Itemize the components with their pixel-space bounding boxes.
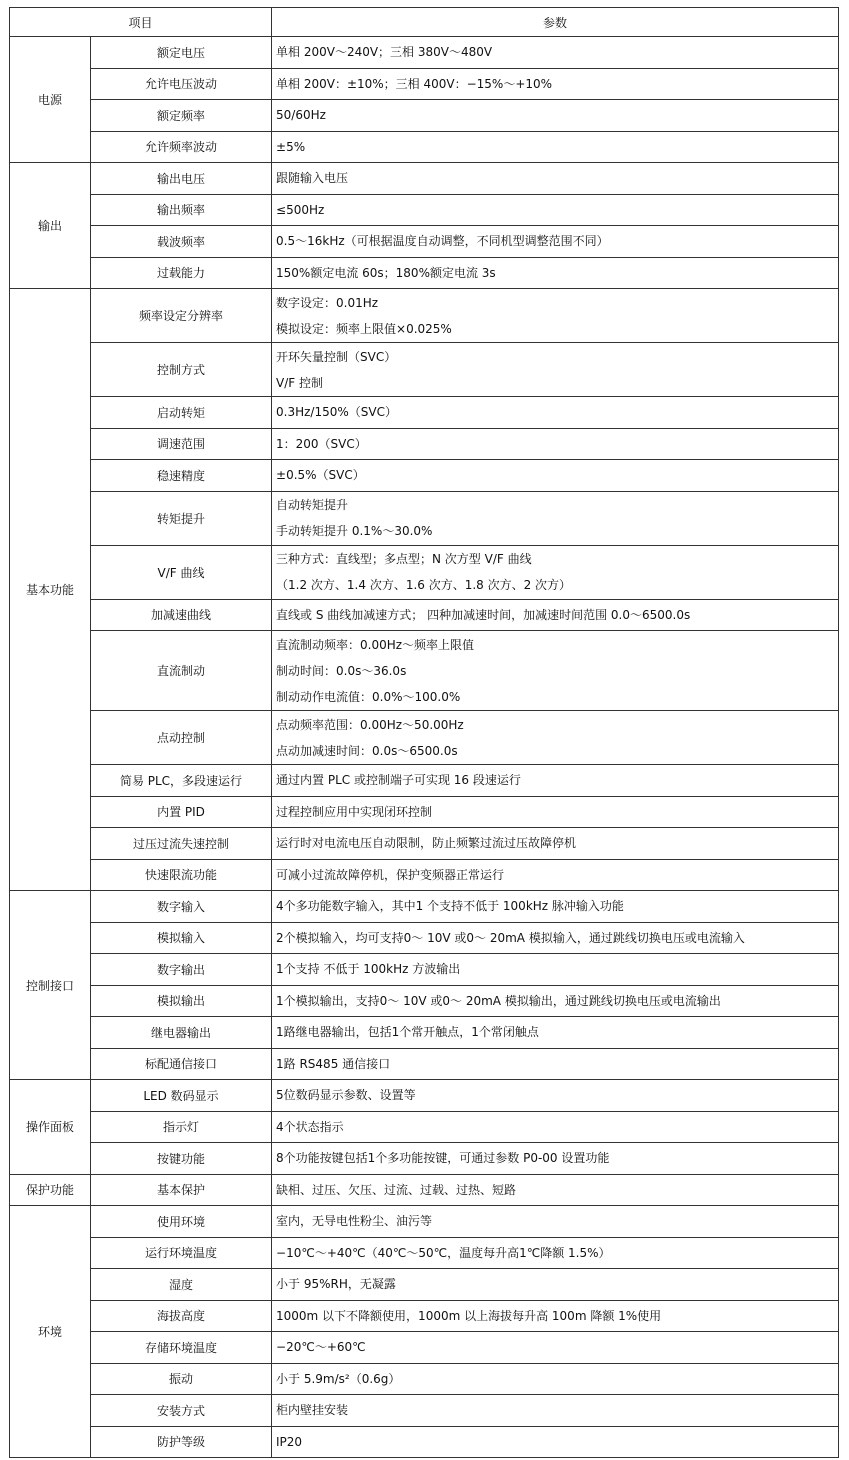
value-line: 可减小过流故障停机，保护变频器正常运行 [276,867,505,882]
value-cell [272,1080,839,1112]
value-line: 制动动作电流值：0.0%～100.0% [276,689,461,704]
value-line: 1：200（SVC） [276,436,367,451]
value-cell [272,131,839,163]
value-line: 通过内置 PLC 或控制端子可实现 16 段速运行 [276,773,521,788]
table-row [10,1269,839,1301]
table-row [10,1017,839,1049]
value-line: 直线或 S 曲线加减速方式； 四种加减速时间，加减速时间范围 0.0～6500.0s [276,607,691,622]
item-cell: 启动转矩 [91,397,272,429]
category-cell: 环境 [10,1206,91,1458]
table-row [10,131,839,163]
value-line: 150%额定电流 60s；180%额定电流 3s [276,265,496,280]
value-line: 制动时间：0.0s～36.0s [276,663,407,678]
value-cell [272,954,839,986]
value-cell [272,343,839,397]
value-line: −10℃～+40℃（40℃～50℃，温度每升高1℃降额 1.5%） [276,1245,611,1260]
table-row [10,100,839,132]
value-cell [272,68,839,100]
item-cell: LED 数码显示 [91,1080,272,1112]
table-row [10,343,839,397]
table-row [10,163,839,195]
table-row [10,226,839,258]
value-cell [272,1017,839,1049]
value-line: 1路继电器输出，包括1个常开触点，1个常闭触点 [276,1025,539,1040]
table-row [10,1174,839,1206]
item-cell: 防护等级 [91,1426,272,1458]
item-cell: 安装方式 [91,1395,272,1427]
value-line: 4个多功能数字输入，其中1 个支持不低于 100kHz 脉冲输入功能 [276,899,624,914]
value-line: 1个支持 不低于 100kHz 方波输出 [276,962,461,977]
header-row [10,8,839,37]
item-cell: 载波频率 [91,226,272,258]
value-line: 0.3Hz/150%（SVC） [276,405,397,420]
table-row [10,1080,839,1112]
header-param: 参数 [272,8,839,37]
table-row [10,1111,839,1143]
value-line: 自动转矩提升 [276,498,349,512]
value-line: 小于 5.9m/s²（0.6g） [276,1371,401,1386]
item-cell: 模拟输入 [91,922,272,954]
item-cell: 存储环境温度 [91,1332,272,1364]
table-row [10,1048,839,1080]
value-line: 5位数码显示参数、设置等 [276,1088,416,1103]
item-cell: 运行环境温度 [91,1237,272,1269]
value-line: 小于 95%RH，无凝露 [276,1277,396,1292]
table-row [10,796,839,828]
table-row [10,428,839,460]
value-line: IP20 [276,1434,303,1449]
value-line: 1路 RS485 通信接口 [276,1056,391,1071]
value-line: −20℃～+60℃ [276,1340,366,1355]
table-row [10,891,839,923]
value-cell [272,1269,839,1301]
table-row [10,1206,839,1238]
value-line: 0.5～16kHz（可根据温度自动调整，不同机型调整范围不同） [276,234,609,249]
category-cell: 基本功能 [10,289,91,891]
value-line: 1000m 以下不降额使用，1000m 以上海拔每升高 100m 降额 1%使用 [276,1308,662,1323]
item-cell: 转矩提升 [91,491,272,545]
item-cell: 海拔高度 [91,1300,272,1332]
value-cell [272,859,839,891]
table-row [10,289,839,343]
value-cell [272,765,839,797]
value-cell [272,289,839,343]
value-line: 缺相、过压、欠压、过流、过载、过热、短路 [276,1182,517,1197]
value-cell [272,1111,839,1143]
value-cell [272,257,839,289]
value-line: 运行时对电流电压自动限制，防止频繁过流过压故障停机 [276,836,577,851]
item-cell: 简易 PLC，多段速运行 [91,765,272,797]
value-cell [272,1237,839,1269]
value-cell [272,397,839,429]
category-cell: 控制接口 [10,891,91,1080]
value-cell [272,1174,839,1206]
table-row [10,460,839,492]
value-line: 模拟设定：频率上限值×0.025% [276,321,452,336]
value-line: 8个功能按键包括1个多功能按键，可通过参数 P0-00 设置功能 [276,1151,610,1166]
category-cell: 输出 [10,163,91,289]
value-cell [272,428,839,460]
value-cell [272,1143,839,1175]
item-cell: 指示灯 [91,1111,272,1143]
table-row [10,1300,839,1332]
item-cell: 控制方式 [91,343,272,397]
value-line: ±0.5%（SVC） [276,468,365,483]
value-cell [272,1332,839,1364]
value-cell [272,37,839,69]
item-cell: 按键功能 [91,1143,272,1175]
item-cell: 继电器输出 [91,1017,272,1049]
table-row [10,1143,839,1175]
value-cell [272,985,839,1017]
item-cell: 使用环境 [91,1206,272,1238]
table-row [10,1395,839,1427]
value-line: 点动频率范围：0.00Hz～50.00Hz [276,717,464,732]
value-line: V/F 控制 [276,375,323,390]
value-cell [272,891,839,923]
item-cell: 允许频率波动 [91,131,272,163]
value-cell [272,922,839,954]
item-cell: 过载能力 [91,257,272,289]
item-cell: 点动控制 [91,711,272,765]
table-row [10,397,839,429]
value-cell [272,226,839,258]
value-cell [272,460,839,492]
value-cell [272,1300,839,1332]
item-cell: V/F 曲线 [91,545,272,599]
value-line: 单相 200V～240V；三相 380V～480V [276,45,493,60]
value-cell [272,100,839,132]
value-cell [272,1363,839,1395]
header-item: 项目 [10,8,272,37]
spec-table [9,7,839,1458]
table-row [10,599,839,631]
value-line: 单相 200V：±10%；三相 400V：−15%～+10% [276,76,553,91]
item-cell: 振动 [91,1363,272,1395]
table-row [10,985,839,1017]
value-line: ±5% [276,139,306,154]
value-cell [272,1048,839,1080]
value-line: 跟随输入电压 [276,171,349,186]
value-cell [272,545,839,599]
table-row [10,711,839,765]
spec-body [10,37,839,1458]
table-row [10,194,839,226]
value-cell [272,796,839,828]
category-cell: 电源 [10,37,91,163]
item-cell: 模拟输出 [91,985,272,1017]
value-cell [272,1426,839,1458]
table-row [10,765,839,797]
value-line: 2个模拟输入，均可支持0～ 10V 或0～ 20mA 模拟输入，通过跳线切换电压或电流输入 [276,930,745,945]
table-row [10,859,839,891]
item-cell: 输出频率 [91,194,272,226]
item-cell: 额定频率 [91,100,272,132]
item-cell: 基本保护 [91,1174,272,1206]
value-line: 数字设定：0.01Hz [276,295,379,310]
value-cell [272,194,839,226]
value-line: 50/60Hz [276,108,326,123]
category-cell: 操作面板 [10,1080,91,1175]
item-cell: 输出电压 [91,163,272,195]
table-row [10,631,839,711]
table-row [10,545,839,599]
table-row [10,1363,839,1395]
item-cell: 加减速曲线 [91,599,272,631]
item-cell: 快速限流功能 [91,859,272,891]
value-line: 室内，无导电性粉尘、油污等 [276,1214,433,1229]
item-cell: 直流制动 [91,631,272,711]
value-line: 点动加减速时间：0.0s～6500.0s [276,743,458,758]
value-cell [272,163,839,195]
value-line: 手动转矩提升 0.1%～30.0% [276,524,433,538]
value-line: ≤500Hz [276,202,325,217]
value-line: 柜内壁挂安装 [276,1403,349,1418]
table-row [10,828,839,860]
value-line: （1.2 次方、1.4 次方、1.6 次方、1.8 次方、2 次方） [276,578,572,592]
category-cell: 保护功能 [10,1174,91,1206]
item-cell: 额定电压 [91,37,272,69]
item-cell: 数字输出 [91,954,272,986]
value-line: 4个状态指示 [276,1119,344,1134]
value-line: 直流制动频率：0.00Hz～频率上限值 [276,637,475,652]
item-cell: 数字输入 [91,891,272,923]
table-row [10,68,839,100]
table-row [10,1237,839,1269]
item-cell: 调速范围 [91,428,272,460]
value-cell [272,631,839,711]
table-row [10,257,839,289]
item-cell: 过压过流失速控制 [91,828,272,860]
table-row [10,491,839,545]
table-row [10,1426,839,1458]
value-cell [272,711,839,765]
item-cell: 标配通信接口 [91,1048,272,1080]
table-row [10,37,839,69]
item-cell: 稳速精度 [91,460,272,492]
value-cell [272,599,839,631]
item-cell: 内置 PID [91,796,272,828]
value-cell [272,1395,839,1427]
value-line: 三种方式：直线型；多点型；N 次方型 V/F 曲线 [276,552,532,566]
item-cell: 湿度 [91,1269,272,1301]
value-line: 过程控制应用中实现闭环控制 [276,804,433,819]
value-line: 开环矢量控制（SVC） [276,349,397,364]
item-cell: 频率设定分辨率 [91,289,272,343]
table-row [10,954,839,986]
item-cell: 允许电压波动 [91,68,272,100]
value-cell [272,491,839,545]
value-line: 1个模拟输出，支持0～ 10V 或0～ 20mA 模拟输出，通过跳线切换电压或电流输出 [276,993,721,1008]
value-cell [272,1206,839,1238]
table-row [10,1332,839,1364]
table-row [10,922,839,954]
value-cell [272,828,839,860]
